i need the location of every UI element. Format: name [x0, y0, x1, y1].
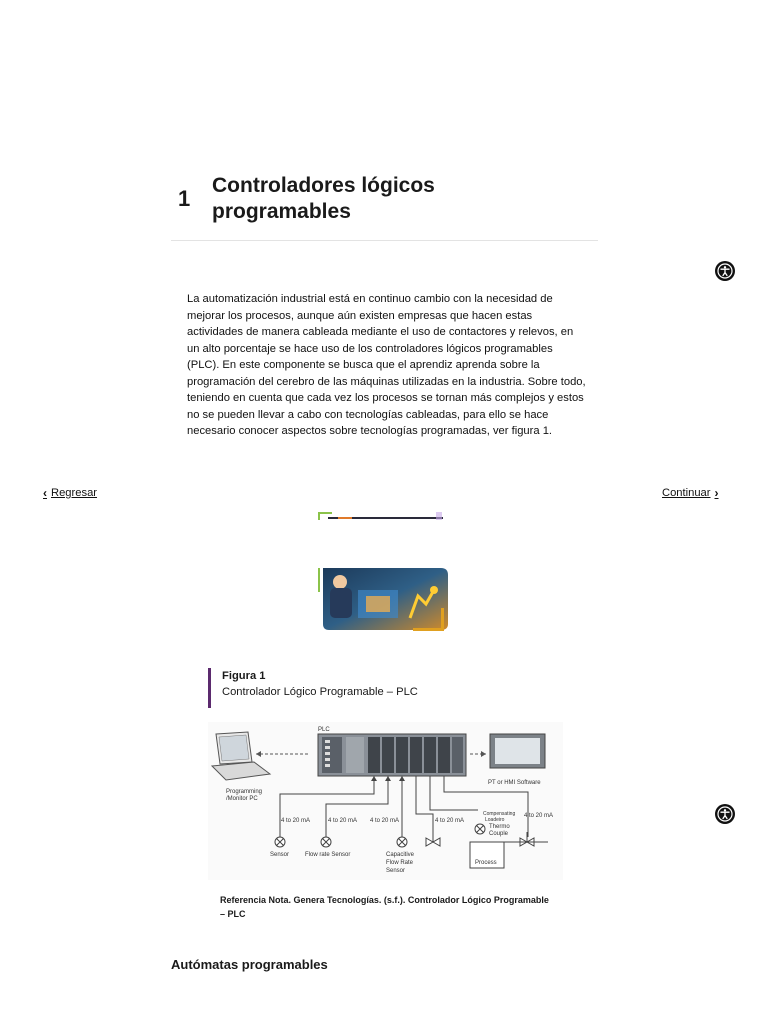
plc-label: PLC: [318, 727, 330, 733]
compensating-label-1: Compensating: [483, 811, 516, 817]
intro-paragraph: La automatización industrial está en continuo cambio con la necesidad de mejorar los procesos, aunque aún existen empresas que hacen estas actividades de manera cableada mediante el uso de contactores y relevos, en un alto porcentaje se hace uso de los controladores lógicos programables (PLC). En este componente se busca que el aprendiz aprenda sobre la programación del cerebro de las máquinas utilizadas en la industria. Sobre todo, teniendo en cuenta que cada vez los procesos se tornan más complejos y estos no se pueden llevar a cabo con tecnologías cableadas, para ello se hace necesario conocer aspectos sobre tecnologías programadas, ver figura 1.: [187, 293, 586, 437]
signal-label-5: 4 to 20 mA: [524, 813, 554, 819]
header-divider: [171, 240, 598, 241]
sensor-symbol: [275, 837, 285, 847]
capacitive-label-2: Flow Rate: [386, 860, 414, 866]
next-link[interactable]: [662, 486, 719, 500]
next-link-label: Continuar: [662, 487, 711, 499]
signal-label-2: 4 to 20 mA: [328, 818, 358, 824]
pc-label-line1: Programming: [226, 789, 263, 795]
figure-reference: Referencia Nota. Genera Tecnologías. (s.f.). Controlador Lógico Programable – PLC: [220, 895, 549, 919]
hmi-label: PT or HMI Software: [488, 780, 541, 786]
figure-caption: Controlador Lógico Programable – PLC: [222, 686, 418, 698]
industrial-worker-image: [318, 568, 451, 631]
chapter-title: Controladores lógicos programables: [212, 174, 435, 223]
valve-symbol-2: [520, 832, 534, 846]
chevron-right-icon: ›: [714, 486, 719, 500]
capacitive-label-1: Capacitive: [386, 852, 415, 858]
accessibility-button-bottom[interactable]: [715, 804, 735, 824]
valve-symbol: [426, 832, 440, 846]
figure-label: Figura 1: [222, 670, 266, 682]
laptop-icon: [212, 732, 270, 780]
back-link-label: Regresar: [51, 487, 98, 499]
section-heading: Autómatas programables: [171, 957, 328, 972]
hmi-screen-icon: [490, 734, 545, 768]
flow-sensor-symbol: [321, 837, 331, 847]
capacitive-label-3: Sensor: [386, 868, 406, 874]
signal-label-3: 4 to 20 mA: [370, 818, 400, 824]
pc-label-line2: /Monitor PC: [226, 796, 258, 802]
back-link[interactable]: [43, 486, 97, 500]
flow-sensor-label: Flow rate Sensor: [305, 852, 351, 858]
accessibility-button-top[interactable]: [715, 261, 735, 281]
chapter-number: 1: [178, 186, 191, 211]
chevron-left-icon: ‹: [43, 486, 47, 500]
thermo-label-2: Couple: [489, 831, 509, 837]
plc-rack: [318, 734, 466, 776]
thermocouple-symbol: [475, 824, 485, 834]
thermo-label-1: Thermo: [489, 824, 510, 830]
process-box: [470, 842, 504, 868]
signal-label-4: 4 to 20 mA: [435, 818, 465, 824]
signal-label-1: 4 to 20 mA: [281, 818, 311, 824]
accessibility-icon: [717, 263, 733, 279]
capacitive-sensor-symbol: [397, 837, 407, 847]
accessibility-icon: [717, 806, 733, 822]
decorative-strip-image: [318, 512, 443, 520]
compensating-label-2: Loadeiro: [485, 817, 505, 823]
plc-diagram: [208, 722, 563, 880]
sensor-label: Sensor: [270, 852, 290, 858]
figure-caption-block: [208, 668, 418, 708]
svg-text:Process: Process: [475, 860, 497, 866]
